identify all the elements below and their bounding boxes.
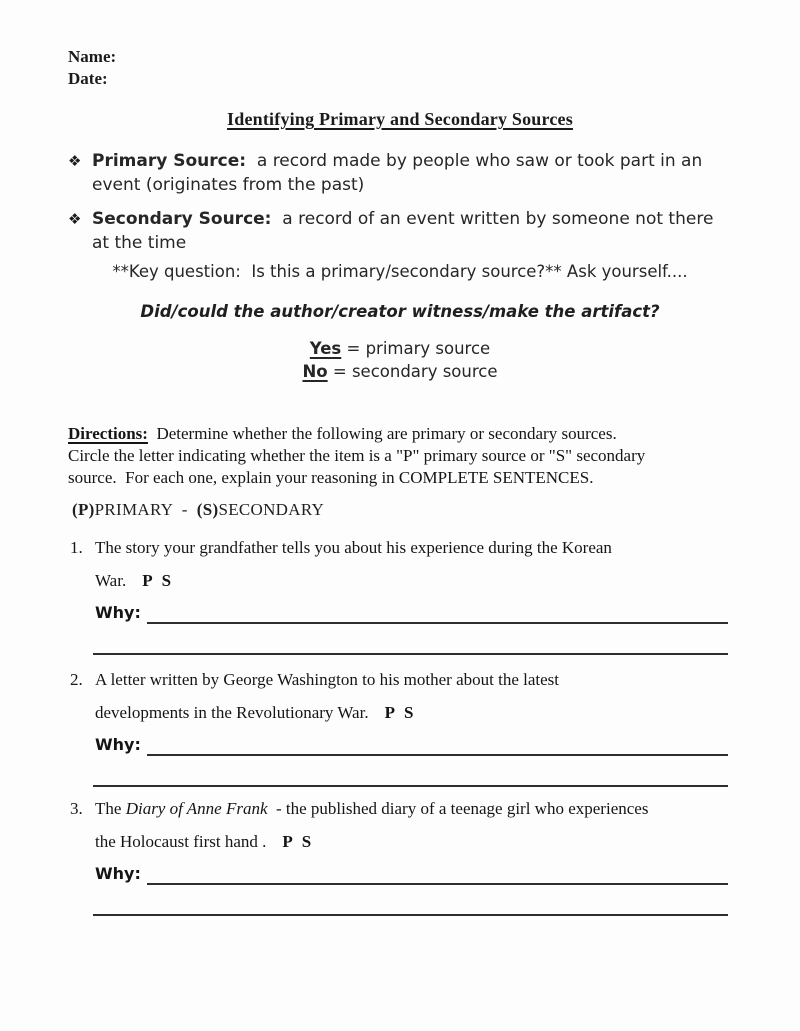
directions-line2: Circle the letter indicating whether the item is a "P" primary source or "S" secondary xyxy=(68,446,646,465)
s-option[interactable]: S xyxy=(403,703,414,722)
question-line2 xyxy=(95,701,728,725)
question-text xyxy=(95,797,648,821)
definition-list xyxy=(68,149,748,265)
definition-body xyxy=(92,207,748,255)
question-text-line2: developments in the Revolutionary War. xyxy=(95,703,369,722)
why-answer-line[interactable] xyxy=(147,736,728,756)
name-label: Name: xyxy=(68,47,117,66)
question-text-line2: War. xyxy=(95,571,127,590)
why-row xyxy=(95,863,728,885)
question-text-pre: The xyxy=(95,799,126,818)
why-answer-line[interactable] xyxy=(147,865,728,885)
directions-label: Directions: xyxy=(68,424,148,443)
definition-item-primary xyxy=(68,149,748,197)
question-item-2 xyxy=(70,668,728,787)
p-option[interactable]: P xyxy=(282,832,293,851)
definition-term: Primary Source: xyxy=(92,151,247,171)
page-title xyxy=(0,109,800,130)
question-number: 3. xyxy=(70,799,83,818)
secondary-word: SECONDARY xyxy=(218,500,325,519)
p-option[interactable]: P xyxy=(384,703,395,722)
question-text-line2: the Holocaust first hand . xyxy=(95,832,267,851)
question-item-3 xyxy=(70,797,728,916)
why-row xyxy=(95,734,728,756)
question-line1 xyxy=(70,536,728,560)
question-text-post: - the published diary of a teenage girl who experiences xyxy=(267,799,649,818)
yes-word: Yes xyxy=(309,339,342,358)
definition-text-line2: at the time xyxy=(92,233,187,253)
question-line1 xyxy=(70,797,728,821)
p-key: (P) xyxy=(72,500,95,519)
question-text-italic: Diary of Anne Frank xyxy=(125,799,268,818)
directions-paragraph xyxy=(68,423,758,489)
definition-item-secondary xyxy=(68,207,748,255)
circle-options xyxy=(282,830,311,854)
no-key-line xyxy=(0,362,800,381)
second-answer-line[interactable] xyxy=(93,653,728,655)
question-number: 1. xyxy=(70,538,83,557)
page-title-text: Identifying Primary and Secondary Sources xyxy=(227,109,573,129)
yes-key-line xyxy=(0,339,800,358)
why-answer-line[interactable] xyxy=(147,604,728,624)
question-text-pre: The story your grandfather tells you about his experience during the Korean xyxy=(95,538,612,557)
s-key: (S) xyxy=(196,500,219,519)
no-definition: = secondary source xyxy=(327,362,498,381)
diamond-bullet-icon: ❖ xyxy=(68,210,82,228)
diamond-bullet-icon: ❖ xyxy=(68,152,82,170)
primary-word: PRIMARY - xyxy=(94,500,197,519)
question-number: 2. xyxy=(70,670,83,689)
question-line2 xyxy=(95,569,728,593)
definition-text: a record made by people who saw or took part in an xyxy=(246,151,703,171)
question-text xyxy=(95,668,559,692)
why-label: Why: xyxy=(95,864,141,883)
question-text-pre: A letter written by George Washington to his mother about the latest xyxy=(95,670,559,689)
artifact-question: Did/could the author/creator witness/make the artifact? xyxy=(140,302,660,321)
definition-body xyxy=(92,149,748,197)
directions-line1: Determine whether the following are primary or secondary sources. xyxy=(147,424,617,443)
definition-term: Secondary Source: xyxy=(92,209,272,229)
second-answer-line[interactable] xyxy=(93,785,728,787)
definition-text-line2: event (originates from the past) xyxy=(92,175,365,195)
yes-definition: = primary source xyxy=(341,339,491,358)
s-option[interactable]: S xyxy=(161,571,172,590)
why-row xyxy=(95,602,728,624)
no-word: No xyxy=(302,362,328,381)
s-option[interactable]: S xyxy=(301,832,312,851)
date-label: Date: xyxy=(68,69,108,88)
why-label: Why: xyxy=(95,735,141,754)
why-label: Why: xyxy=(95,603,141,622)
second-answer-line[interactable] xyxy=(93,914,728,916)
ps-legend xyxy=(72,500,324,520)
question-item-1 xyxy=(70,536,728,655)
p-option[interactable]: P xyxy=(142,571,153,590)
question-text xyxy=(95,536,612,560)
directions-line3: source. For each one, explain your reasoning in COMPLETE SENTENCES. xyxy=(68,468,594,487)
circle-options xyxy=(142,569,171,593)
question-line1 xyxy=(70,668,728,692)
definition-text: a record of an event written by someone not there xyxy=(271,209,714,229)
key-question-line: **Key question: Is this a primary/secondary source?** Ask yourself.... xyxy=(112,262,688,281)
circle-options xyxy=(385,701,414,725)
question-line2 xyxy=(95,830,728,854)
